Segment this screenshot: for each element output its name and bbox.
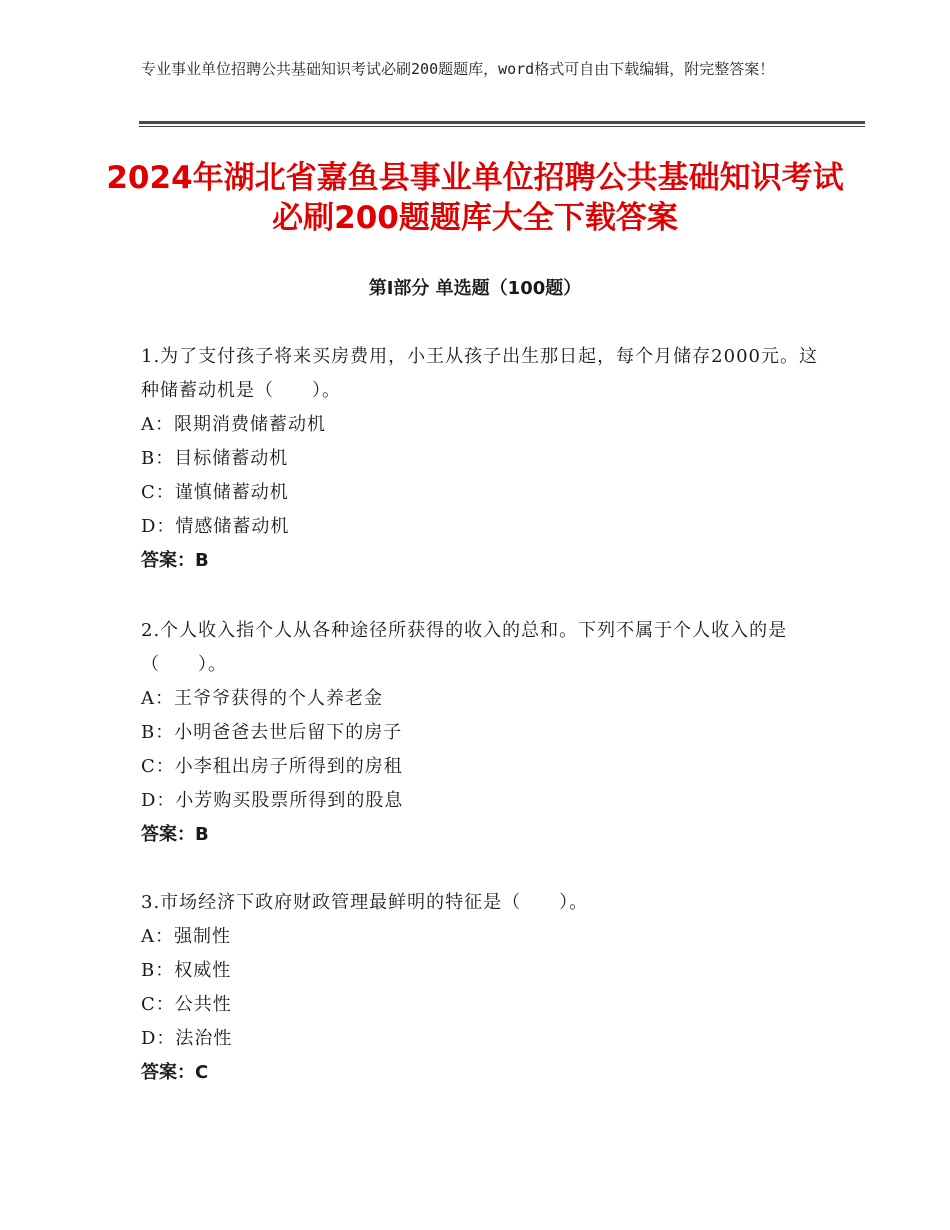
option-b: B：目标储蓄动机 (141, 448, 289, 469)
question-stem: 1.为了支付孩子将来买房费用，小王从孩子出生那日起，每个月储存2000元。这种储蓄动机是（ ）。 (141, 346, 818, 401)
question-stem: 2.个人收入指个人从各种途径所获得的收入的总和。下列不属于个人收入的是（ ）。 (141, 620, 788, 675)
question-2 (141, 614, 821, 852)
answer: 答案：B (141, 824, 209, 845)
option-c: C：谨慎储蓄动机 (141, 482, 289, 503)
option-c: C：公共性 (141, 994, 232, 1015)
header-note: 专业事业单位招聘公共基础知识考试必刷200题题库，word格式可自由下载编辑，附完整答案！ (141, 60, 775, 78)
document-title: 2024年湖北省嘉鱼县事业单位招聘公共基础知识考试必刷200题题库大全下载答案 (106, 160, 844, 236)
option-a: A：强制性 (141, 926, 231, 947)
option-c: C：小李租出房子所得到的房租 (141, 756, 403, 777)
header-rule-thin (139, 126, 865, 127)
answer: 答案：B (141, 550, 209, 571)
answer: 答案：C (141, 1062, 209, 1083)
option-d: D：法治性 (141, 1028, 233, 1049)
question-1 (141, 340, 821, 578)
option-a: A：限期消费储蓄动机 (141, 414, 326, 435)
question-3 (141, 886, 821, 1090)
question-stem: 3.市场经济下政府财政管理最鲜明的特征是（ ）。 (141, 892, 589, 913)
section-title: 第Ⅰ部分 单选题（100题） (368, 278, 582, 299)
option-d: D：小芳购买股票所得到的股息 (141, 790, 404, 811)
option-b: B：权威性 (141, 960, 232, 981)
option-a: A：王爷爷获得的个人养老金 (141, 688, 383, 709)
option-d: D：情感储蓄动机 (141, 516, 290, 537)
header-rule-thick (139, 121, 865, 124)
option-b: B：小明爸爸去世后留下的房子 (141, 722, 403, 743)
